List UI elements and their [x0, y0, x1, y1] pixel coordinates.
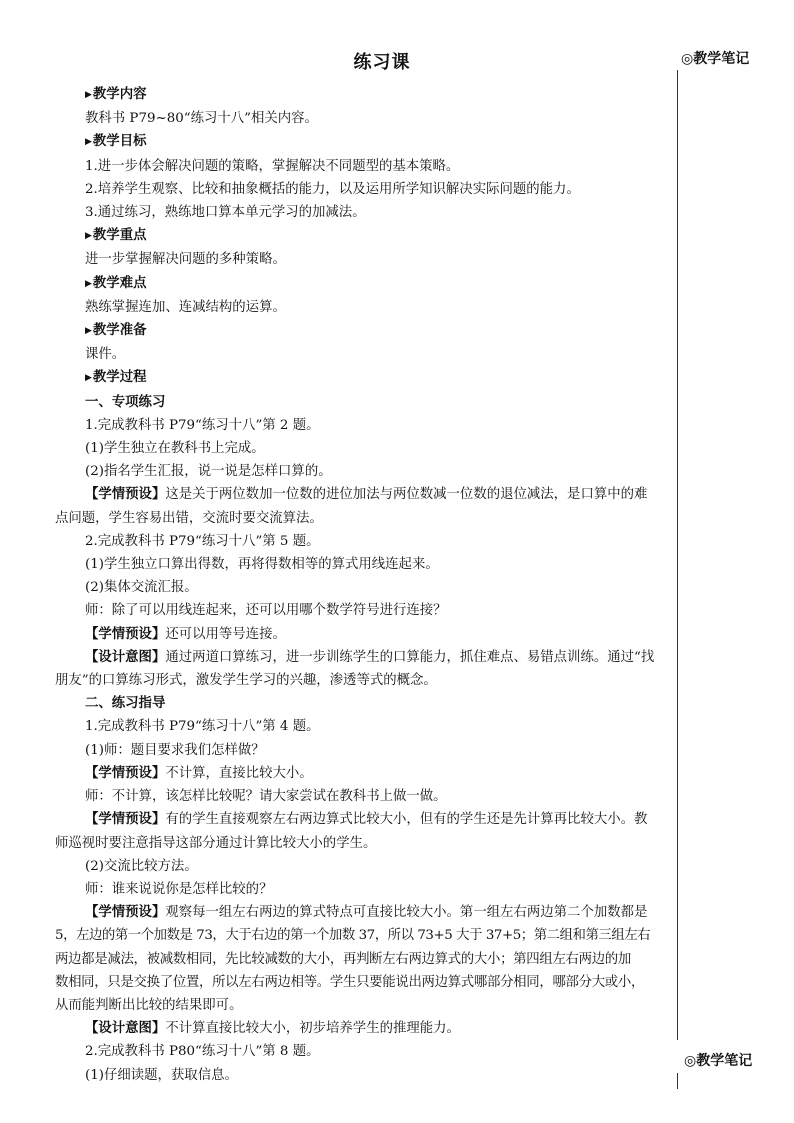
part1-line: (2)指名学生汇报，说一说是怎样口算的。	[85, 464, 332, 480]
section-heading-prep: ▶教学准备	[85, 322, 147, 339]
part1-line: (2)集体交流汇报。	[85, 580, 198, 596]
part2-line: 师：不计算，该怎样比较呢？请大家尝试在教科书上做一做。	[85, 789, 447, 805]
notes-divider-line	[677, 70, 678, 1040]
part2-note-continuation: 两边都是减法，被减数相同，先比较减数的大小，再判断左右两边算式的大小；第四组左右两边的加	[55, 951, 631, 967]
triangle-bullet-icon: ▶	[85, 326, 92, 337]
part1-line: (1)学生独立在教科书上完成。	[85, 441, 265, 457]
section-heading-goals: ▶教学目标	[85, 133, 147, 150]
triangle-bullet-icon: ▶	[85, 231, 92, 242]
part2-note-continuation: 从而能判断出比较的结果即可。	[55, 997, 243, 1013]
part2-line: (1)仔细读题，获取信息。	[85, 1067, 238, 1083]
goal-item: 2.培养学生观察、比较和抽象概括的能力，以及运用所学知识解决实际问题的能力。	[85, 181, 580, 197]
prep-text: 课件。	[85, 347, 126, 363]
key-text: 进一步掌握解决问题的多种策略。	[85, 252, 286, 268]
part2-line: (1)师：题目要求我们怎样做？	[85, 742, 265, 758]
note-tag: 【设计意图】	[85, 1020, 166, 1037]
note-tag: 【学情预设】	[85, 486, 166, 503]
note-tag: 【学情预设】	[85, 811, 166, 828]
part1-note-continuation: 朋友”的口算练习形式，激发学生学习的兴趣，渗透等式的概念。	[55, 673, 437, 689]
part2-note-line: 【设计意图】不计算直接比较大小，初步培养学生的推理能力。	[85, 1020, 460, 1037]
section-heading-key: ▶教学重点	[85, 227, 147, 244]
note-tag: 【学情预设】	[85, 625, 166, 642]
part2-note-line: 【学情预设】有的学生直接观察左右两边算式比较大小，但有的学生还是先计算再比较大小。教	[85, 811, 648, 828]
section-heading-difficulty: ▶教学难点	[85, 274, 147, 291]
part2-note-line: 【学情预设】不计算，直接比较大小。	[85, 764, 313, 781]
goal-item: 3.通过练习，熟练地口算本单元学习的加减法。	[85, 205, 366, 221]
part2-line: 1.完成教科书 P79“练习十八”第 4 题。	[85, 719, 320, 735]
triangle-bullet-icon: ▶	[85, 90, 92, 100]
part2-line: (2)交流比较方法。	[85, 858, 198, 874]
part1-title: 一、专项练习	[85, 393, 166, 410]
part1-line: 1.完成教科书 P79“练习十八”第 2 题。	[85, 417, 320, 433]
part2-title: 二、练习指导	[85, 695, 166, 712]
part1-note-line: 【学情预设】还可以用等号连接。	[85, 625, 286, 642]
part1-note-continuation: 点问题，学生容易出错，交流时要交流算法。	[55, 510, 323, 526]
content-text: 教科书 P79~80“练习十八”相关内容。	[85, 111, 318, 127]
section-heading-process: ▶教学过程	[85, 369, 147, 386]
part1-note-line: 【设计意图】通过两道口算练习，进一步训练学生的口算能力，抓住难点、易错点训练。通过“找	[85, 648, 655, 665]
part2-note-line: 【学情预设】观察每一组左右两边的算式特点可直接比较大小。第一组左右两边第二个加数都是	[85, 904, 648, 921]
part2-note-continuation: 5，左边的第一个加数是 73，大于右边的第一个加数 37，所以 73+5 大于 37+5；第二组和第三组左右	[55, 928, 651, 944]
note-tag: 【学情预设】	[85, 764, 166, 781]
part1-line: 师：除了可以用线连起来，还可以用哪个数学符号进行连接？	[85, 603, 447, 619]
note-tag: 【设计意图】	[85, 648, 166, 665]
part2-note-continuation: 师巡视时要注意指导这部分通过计算比较大小的学生。	[55, 835, 377, 851]
section-heading-content: ▶教学内容	[85, 86, 147, 102]
part2-note-continuation: 数相同，只是交换了位置，所以左右两边相等。学生只要能说出两边算式哪部分相同，哪部分大或小，	[55, 974, 645, 990]
notes-divider-line-bottom	[677, 1073, 678, 1089]
teaching-notes-label-top: ◎教学笔记	[681, 51, 750, 67]
part1-line: 2.完成教科书 P79“练习十八”第 5 题。	[85, 533, 320, 549]
triangle-bullet-icon: ▶	[85, 137, 92, 148]
note-tag: 【学情预设】	[85, 904, 166, 921]
lesson-body	[55, 83, 670, 1087]
triangle-bullet-icon: ▶	[85, 373, 92, 384]
part2-line: 2.完成教科书 P80“练习十八”第 8 题。	[85, 1044, 320, 1060]
page-title: 练习课	[353, 52, 411, 73]
goal-item: 1.进一步体会解决问题的策略，掌握解决不同题型的基本策略。	[85, 158, 460, 174]
difficulty-text: 熟练掌握连加、连减结构的运算。	[85, 299, 286, 315]
teaching-notes-label-bottom: ◎教学笔记	[684, 1053, 753, 1069]
part2-line: 师：谁来说说你是怎样比较的？	[85, 881, 273, 897]
triangle-bullet-icon: ▶	[85, 278, 92, 289]
part1-line: (1)学生独立口算出得数，再将得数相等的算式用线连起来。	[85, 557, 439, 573]
part1-note-line: 【学情预设】这是关于两位数加一位数的进位加法与两位数减一位数的退位减法，是口算中的难	[85, 486, 648, 503]
